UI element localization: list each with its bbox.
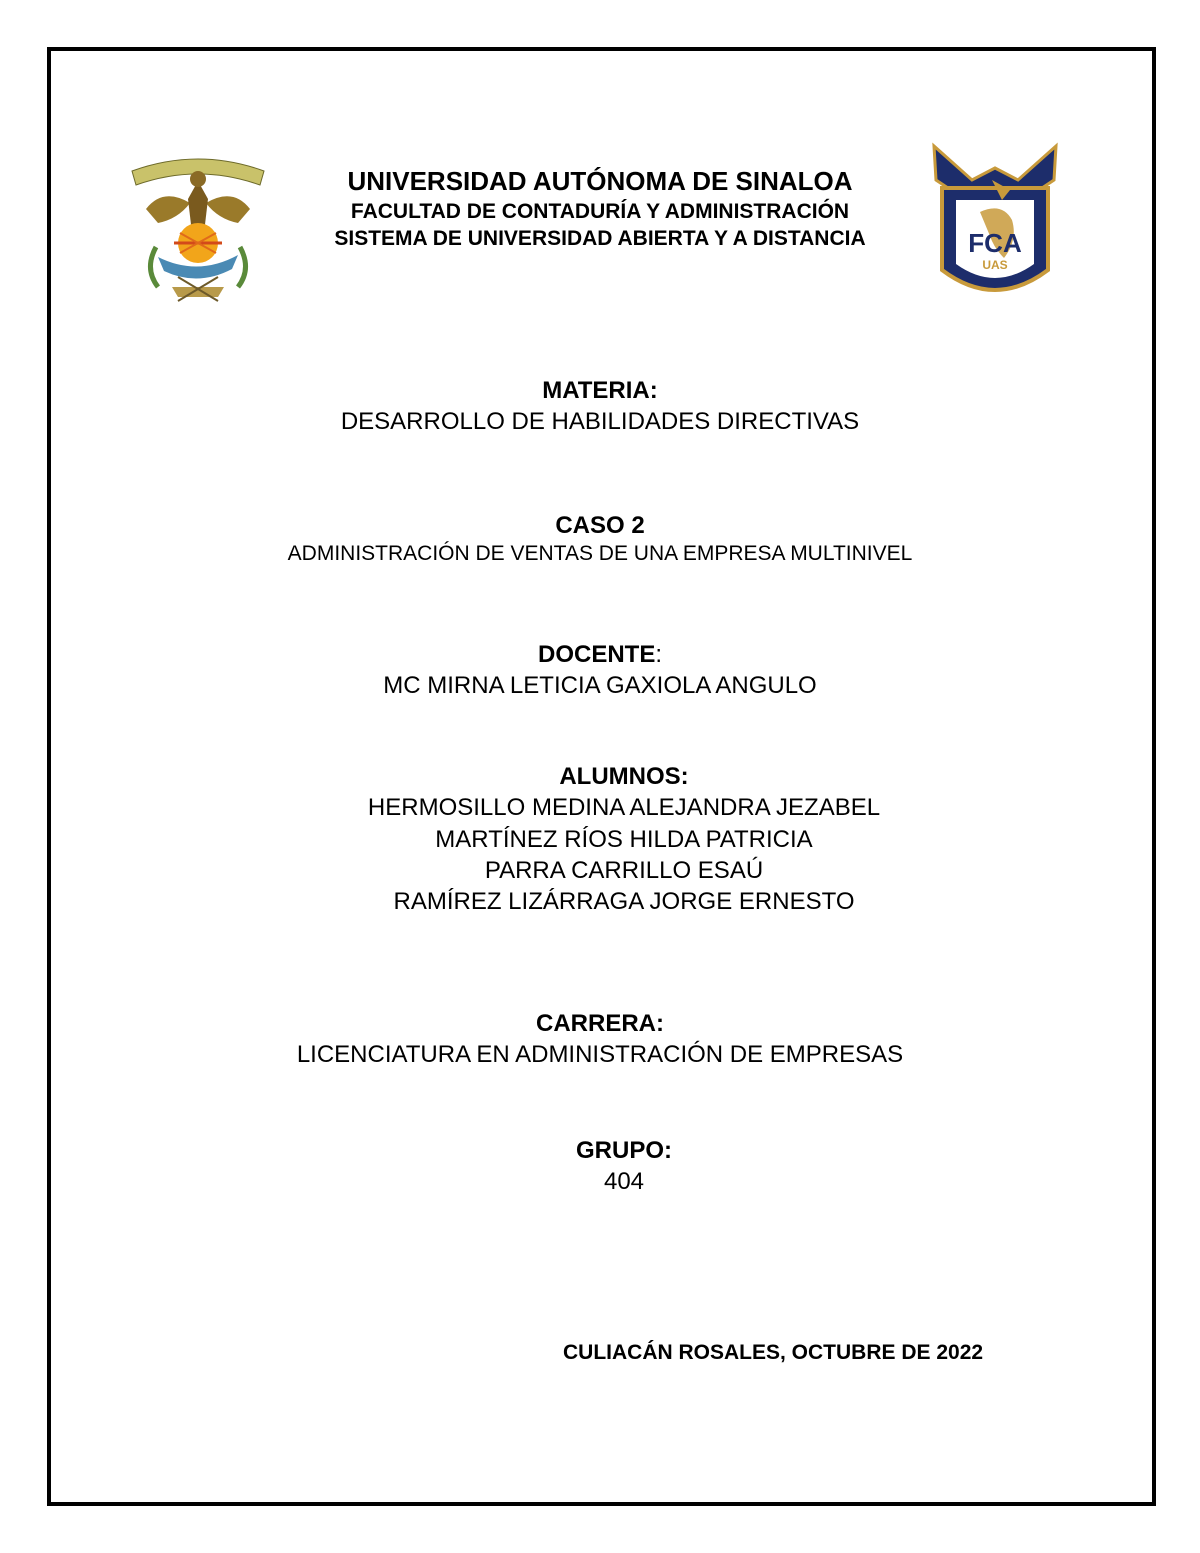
caso-value: ADMINISTRACIÓN DE VENTAS DE UNA EMPRESA MULTINIVEL (287, 542, 913, 565)
docente-value: MC MIRNA LETICIA GAXIOLA ANGULO (383, 672, 817, 699)
place-date: CULIACÁN ROSALES, OCTUBRE DE 2022 (563, 1341, 984, 1364)
fca-uas-label: UAS (982, 258, 1008, 272)
alumno-name: PARRA CARRILLO ESAÚ (484, 857, 764, 884)
system-title: SISTEMA DE UNIVERSIDAD ABIERTA Y A DISTANCIA (334, 227, 866, 250)
grupo-label: GRUPO: (576, 1137, 672, 1164)
carrera-value: LICENCIATURA EN ADMINISTRACIÓN DE EMPRESAS (296, 1041, 904, 1068)
carrera-label: CARRERA: (536, 1010, 664, 1037)
docente-label: DOCENTE (537, 641, 656, 668)
faculty-title: FACULTAD DE CONTADURÍA Y ADMINISTRACIÓN (350, 200, 850, 223)
docente-colon: : (655, 641, 662, 668)
caso-label: CASO 2 (555, 512, 645, 539)
alumnos-label: ALUMNOS: (559, 763, 689, 790)
materia-value: DESARROLLO DE HABILIDADES DIRECTIVAS (340, 408, 860, 435)
university-title: UNIVERSIDAD AUTÓNOMA DE SINALOA (347, 166, 853, 196)
alumno-name: HERMOSILLO MEDINA ALEJANDRA JEZABEL (367, 794, 881, 821)
docente-heading (0, 641, 1200, 669)
grupo-value: 404 (603, 1168, 645, 1195)
alumno-name: RAMÍREZ LIZÁRRAGA JORGE ERNESTO (393, 888, 855, 915)
materia-label: MATERIA: (542, 377, 658, 404)
fca-initials: FCA (968, 228, 1022, 258)
alumno-name: MARTÍNEZ RÍOS HILDA PATRICIA (435, 826, 813, 853)
